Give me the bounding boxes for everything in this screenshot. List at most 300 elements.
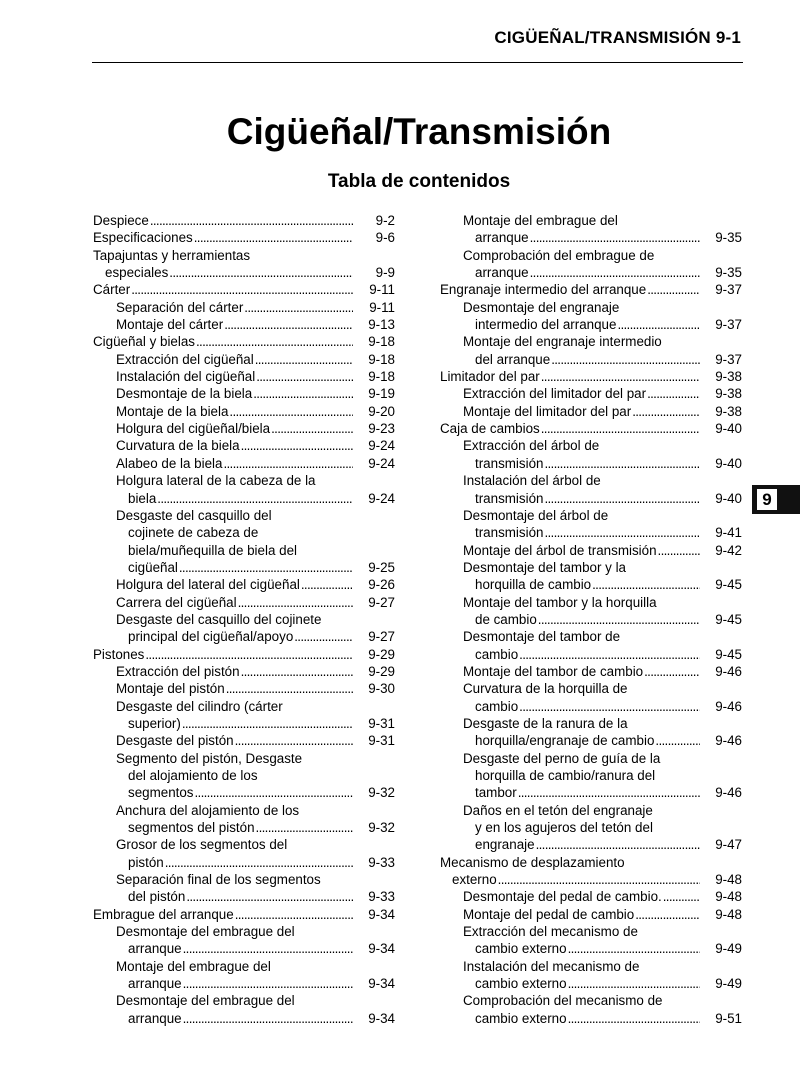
toc-entry (440, 854, 742, 889)
toc-entry-line (93, 906, 395, 923)
toc-entry-line (93, 490, 395, 507)
dot-leader (518, 784, 700, 801)
toc-entry-line (93, 732, 395, 749)
toc-entry-title: arranque (475, 265, 529, 281)
toc-page-number: 9-31 (368, 733, 395, 749)
toc-entry-line (440, 212, 742, 229)
toc-entry-title: Embrague del arranque (93, 906, 234, 922)
toc-page-number: 9-42 (715, 542, 742, 558)
dot-leader (182, 715, 353, 732)
toc-entry-title: Desmontaje del tambor y la (463, 559, 626, 575)
toc-entry (93, 750, 395, 802)
toc-entry-line (440, 663, 742, 680)
toc-entry-line (440, 854, 742, 871)
toc-page-number: 9-49 (715, 941, 742, 957)
toc-entry-line (440, 472, 742, 489)
toc-entry-line (93, 784, 395, 801)
toc-entry-line (93, 871, 395, 888)
toc-entry (93, 281, 395, 298)
dot-leader (536, 836, 700, 853)
dot-leader (538, 611, 700, 628)
toc-entry-line (440, 455, 742, 472)
toc-entry-title: pistón (128, 854, 164, 870)
toc-entry-line (93, 472, 395, 489)
toc-page-number: 9-35 (715, 265, 742, 281)
toc-page-number: 9-34 (368, 976, 395, 992)
toc-entry (440, 958, 742, 993)
toc-entry (93, 507, 395, 576)
toc-entry (93, 836, 395, 871)
toc-entry (93, 472, 395, 507)
toc-entry-title: cambio (475, 646, 519, 662)
toc-entry-title: cambio (475, 698, 519, 714)
toc-entry (93, 333, 395, 350)
toc-entry-line (440, 680, 742, 697)
dot-leader (663, 888, 700, 905)
toc-page-number: 9-48 (715, 889, 742, 905)
toc-entry-line (440, 940, 742, 957)
toc-page-number: 9-47 (715, 837, 742, 853)
toc-entry (440, 472, 742, 507)
toc-page-number: 9-37 (715, 351, 742, 367)
dot-leader (530, 264, 700, 281)
toc-entry-line (440, 888, 742, 905)
toc-entry-title: cigüeñal (128, 559, 178, 575)
dot-leader (194, 229, 353, 246)
toc-entry (93, 299, 395, 316)
dot-leader (241, 437, 353, 454)
toc-entry (93, 698, 395, 733)
dot-leader (647, 385, 700, 402)
dot-leader (568, 1010, 700, 1027)
toc-entry-title: Holgura del lateral del cigüeñal (116, 577, 300, 593)
toc-entry-title: Desgaste de la ranura de la (463, 715, 628, 731)
running-header: CIGÜEÑAL/TRANSMISIÓN 9-1 (494, 28, 741, 47)
toc-page-number: 9-18 (368, 351, 395, 367)
toc-entry-title: biela (128, 490, 157, 506)
toc-entry-title: tambor (475, 785, 517, 801)
toc-entry-line (93, 229, 395, 246)
toc-entry (93, 420, 395, 437)
toc-entry-line (440, 333, 742, 350)
toc-page-number: 9-24 (368, 490, 395, 506)
toc-entry-title: arranque (128, 1010, 182, 1026)
toc-entry-title: de cambio (475, 611, 537, 627)
toc-page-number: 9-33 (368, 854, 395, 870)
toc-entry-title: del alojamiento de los (128, 768, 258, 783)
toc-entry-line (93, 663, 395, 680)
toc-entry-title: superior) (128, 715, 181, 731)
toc-entry-line (93, 836, 395, 853)
toc-entry-line (93, 992, 395, 1009)
toc-entry-line (93, 923, 395, 940)
toc-entry-line (93, 351, 395, 368)
toc-entry-line (440, 1010, 742, 1027)
toc-entry (440, 906, 742, 923)
toc-entry-title: Mecanismo de desplazamiento (440, 854, 625, 870)
toc-entry (93, 403, 395, 420)
dot-leader (519, 646, 700, 663)
toc-entry-line (440, 958, 742, 975)
toc-entry-title: Holgura del cigüeñal/biela (116, 421, 271, 437)
toc-entry-line (440, 385, 742, 402)
toc-page-number: 9-29 (368, 646, 395, 662)
dot-leader (157, 490, 353, 507)
toc-entry-line (440, 923, 742, 940)
toc-entry-line (440, 229, 742, 246)
dot-leader (530, 229, 700, 246)
toc-entry-line (93, 437, 395, 454)
toc-entry (440, 715, 742, 750)
toc-page-number: 9-24 (368, 455, 395, 471)
toc-entry (93, 576, 395, 593)
toc-entry-title: Montaje del pedal de cambio (463, 906, 635, 922)
dot-leader (183, 940, 353, 957)
dot-leader (255, 351, 353, 368)
toc-entry-title: transmisión (475, 455, 544, 471)
toc-entry-line (440, 611, 742, 628)
toc-page-number: 9-26 (368, 577, 395, 593)
toc-entry-line (93, 299, 395, 316)
toc-page-number: 9-46 (715, 785, 742, 801)
toc-page-number: 9-38 (715, 403, 742, 419)
toc-page-number: 9-11 (369, 299, 395, 315)
toc-page-number: 9-9 (375, 265, 395, 281)
toc-entry (93, 646, 395, 663)
toc-entry-line (440, 559, 742, 576)
toc-entry-line (93, 281, 395, 298)
toc-page-number: 9-35 (715, 230, 742, 246)
toc-page-number: 9-40 (715, 490, 742, 506)
toc-page-number: 9-18 (368, 334, 395, 350)
toc-entry-line (93, 316, 395, 333)
toc-entry-line (440, 750, 742, 767)
toc-entry (440, 923, 742, 958)
toc-entry-title: Desmontaje del embrague del (116, 993, 295, 1009)
dot-leader (183, 975, 353, 992)
toc-entry (440, 992, 742, 1027)
dot-leader (226, 680, 353, 697)
dot-leader (223, 455, 353, 472)
toc-entry-title: Extracción del pistón (116, 663, 240, 679)
toc-entry-line (93, 507, 395, 524)
toc-entry (440, 802, 742, 854)
toc-entry-title: Instalación del mecanismo de (463, 958, 640, 974)
toc-entry-title: segmentos del pistón (128, 820, 255, 836)
toc-entry-title: Segmento del pistón, Desgaste (116, 750, 303, 766)
toc-entry (93, 351, 395, 368)
toc-entry-title: Instalación del árbol de (463, 473, 601, 489)
dot-leader (551, 351, 700, 368)
chapter-tab (752, 485, 800, 514)
chapter-number: 9 (757, 489, 777, 510)
toc-entry-title: Instalación del cigüeñal (116, 369, 256, 385)
dot-leader (498, 871, 700, 888)
toc-entry-line (93, 802, 395, 819)
toc-page-number: 9-40 (715, 455, 742, 471)
toc-entry-title: Despiece (93, 213, 149, 228)
toc-entry-title: transmisión (475, 525, 544, 541)
dot-leader (196, 333, 353, 350)
toc-entry-line (93, 940, 395, 957)
toc-entry-line (440, 715, 742, 732)
toc-page-number: 9-37 (715, 317, 742, 333)
toc-page-number: 9-45 (715, 611, 742, 627)
toc-page-number: 9-32 (368, 785, 395, 801)
toc-entry-line (93, 264, 395, 281)
toc-entry-title: arranque (128, 941, 182, 957)
toc-entry-line (440, 871, 742, 888)
toc-entry-title: Anchura del alojamiento de los (116, 802, 300, 818)
toc-entry-line (440, 524, 742, 541)
toc-entry-title: Daños en el tetón del engranaje (463, 802, 653, 818)
dot-leader (238, 594, 353, 611)
dot-leader (224, 316, 353, 333)
toc-page-number: 9-18 (368, 369, 395, 385)
toc-entry-title: y en los agujeros del tetón del (475, 820, 653, 836)
toc-entry-title: Alabeo de la biela (116, 455, 223, 471)
toc-entry (93, 732, 395, 749)
toc-entry-title: principal del cigüeñal/apoyo (128, 629, 294, 645)
toc-entry-title: Desmontaje de la biela (116, 386, 253, 402)
toc-entry-title: Comprobación del embrague de (463, 247, 655, 263)
dot-leader (647, 281, 700, 298)
dot-leader (229, 403, 353, 420)
toc-entry-title: Pistones (93, 646, 145, 662)
toc-entry (440, 628, 742, 663)
toc-entry-line (93, 611, 395, 628)
toc-page-number: 9-34 (368, 1010, 395, 1026)
toc-entry-title: externo (452, 872, 497, 888)
toc-entry-line (93, 819, 395, 836)
dot-leader (592, 576, 700, 593)
dot-leader (544, 490, 700, 507)
toc-page-number: 9-38 (715, 369, 742, 385)
dot-leader (635, 906, 700, 923)
toc-entry-line (440, 247, 742, 264)
toc-entry-line (93, 420, 395, 437)
toc-entry (440, 403, 742, 420)
toc-entry (93, 923, 395, 958)
toc-page-number: 9-41 (715, 525, 742, 541)
toc-entry-line (440, 490, 742, 507)
toc-entry-line (440, 628, 742, 645)
toc-entry (440, 385, 742, 402)
toc-entry-title: Desmontaje del embrague del (116, 924, 295, 940)
toc-page-number: 9-37 (715, 282, 742, 298)
dot-leader (145, 646, 353, 663)
toc-entry (440, 663, 742, 680)
toc-entry-title: Montaje del árbol de transmisión (463, 542, 657, 558)
toc-entry-line (93, 247, 395, 264)
toc-entry (440, 559, 742, 594)
toc-entry-title: Separación final de los segmentos (116, 872, 321, 888)
toc-entry-title: Desmontaje del engranaje (463, 299, 620, 315)
toc-entry-title: Desmontaje del pedal de cambio. (463, 889, 662, 905)
toc-entry (440, 750, 742, 802)
toc-entry-line (93, 455, 395, 472)
toc-entry-title: Caja de cambios (440, 421, 540, 437)
dot-leader (235, 906, 353, 923)
dot-leader (150, 212, 353, 229)
toc-page-number: 9-48 (715, 872, 742, 888)
toc-entry-title: Holgura lateral de la cabeza de la (116, 473, 316, 489)
dot-leader (541, 368, 700, 385)
toc-entry-line (440, 906, 742, 923)
dot-leader (165, 854, 353, 871)
toc-entry (93, 316, 395, 333)
toc-entry-title: Montaje del cárter (116, 317, 224, 333)
dot-leader (253, 385, 353, 402)
dot-leader (244, 299, 353, 316)
toc-page-number: 9-46 (715, 733, 742, 749)
dot-leader (617, 316, 700, 333)
toc-page-number: 9-24 (368, 438, 395, 454)
toc-entry-line (93, 212, 395, 229)
toc-entry-title: Grosor de los segmentos del (116, 837, 288, 853)
toc-entry-line (93, 576, 395, 593)
toc-entry-line (440, 992, 742, 1009)
toc-entry-title: horquilla de cambio (475, 577, 592, 593)
toc-entry (440, 299, 742, 334)
dot-leader (195, 784, 353, 801)
dot-leader (568, 940, 700, 957)
toc-entry-title: Tapajuntas y herramientas (93, 247, 251, 263)
toc-entry (93, 212, 395, 229)
toc-entry-line (93, 680, 395, 697)
toc-entry-line (93, 594, 395, 611)
toc-entry-line (440, 836, 742, 853)
toc-entry (93, 437, 395, 454)
toc-entry-line (440, 420, 742, 437)
toc-entry-line (93, 646, 395, 663)
dot-leader (241, 663, 353, 680)
toc-entry-line (440, 975, 742, 992)
dot-leader (256, 819, 353, 836)
dot-leader (179, 559, 353, 576)
toc-entry-title: Montaje del limitador del par (463, 403, 632, 419)
toc-entry (93, 229, 395, 246)
toc-page-number: 9-38 (715, 386, 742, 402)
toc-entry-title: arranque (128, 976, 182, 992)
toc-page-number: 9-27 (368, 629, 395, 645)
toc-page-number: 9-2 (375, 213, 395, 228)
dot-leader (644, 663, 700, 680)
toc-entry-title: cambio externo (475, 1010, 567, 1026)
toc-page-number: 9-34 (368, 906, 395, 922)
toc-page-number: 9-46 (715, 663, 742, 679)
toc-entry-line (440, 698, 742, 715)
toc-page-number: 9-31 (368, 715, 395, 731)
dot-leader (294, 628, 353, 645)
toc-entry-line (93, 975, 395, 992)
toc-page-number: 9-32 (368, 820, 395, 836)
toc-entry (93, 992, 395, 1027)
toc-entry (440, 420, 742, 437)
toc-entry-title: Desgaste del pistón (116, 733, 234, 749)
toc-entry-title: del arranque (475, 351, 551, 367)
toc-entry-line (93, 559, 395, 576)
toc-entry-title: Desgaste del casquillo del cojinete (116, 611, 322, 627)
toc-page-number: 9-13 (368, 317, 395, 333)
toc-entry-title: transmisión (475, 490, 544, 506)
toc-entry-title: Especificaciones (93, 230, 193, 246)
toc-column-left (93, 212, 395, 1027)
toc-entry-title: Carrera del cigüeñal (116, 594, 237, 610)
toc-entry (93, 368, 395, 385)
toc-entry-line (440, 368, 742, 385)
toc-entry-title: cambio externo (475, 976, 567, 992)
toc-entry-line (440, 299, 742, 316)
page-header (92, 22, 743, 63)
toc-entry-line (440, 264, 742, 281)
toc-page-number: 9-30 (368, 681, 395, 697)
dot-leader (131, 281, 353, 298)
toc-entry-title: Montaje del tambor y la horquilla (463, 594, 657, 610)
toc-entry-title: biela/muñequilla de biela del (128, 542, 297, 558)
toc-entry (93, 611, 395, 646)
toc-entry-line (93, 958, 395, 975)
toc-entry (440, 507, 742, 542)
toc-entry (93, 663, 395, 680)
toc-entry-line (93, 888, 395, 905)
toc-entry-title: Extracción del árbol de (463, 438, 600, 454)
toc-entry-title: Cigüeñal y bielas (93, 334, 195, 350)
toc-entry-line (93, 698, 395, 715)
toc-entry-line (93, 628, 395, 645)
toc-page-number: 9-6 (375, 230, 395, 246)
toc-entry-line (93, 385, 395, 402)
toc-entry-title: engranaje (475, 837, 535, 853)
page-title: Cigüeñal/Transmisión (226, 111, 612, 152)
toc-entry (440, 437, 742, 472)
toc-entry-line (440, 542, 742, 559)
toc-entry-line (440, 784, 742, 801)
toc-entry-title: Desmontaje del tambor de (463, 629, 621, 645)
toc-entry-title: Curvatura de la biela (116, 438, 240, 454)
toc-entry-title: Desgaste del perno de guía de la (463, 750, 661, 766)
toc-entry-line (440, 767, 742, 784)
toc-entry-title: Extracción del cigüeñal (116, 351, 254, 367)
toc-entry-line (93, 767, 395, 784)
toc-entry-line (93, 524, 395, 541)
toc-entry-title: Montaje del embrague del (116, 958, 271, 974)
toc-entry-line (440, 594, 742, 611)
dot-leader (632, 403, 700, 420)
toc-entry-title: arranque (475, 230, 529, 246)
toc-heading: Tabla de contenidos (327, 171, 511, 192)
toc-entry-line (440, 281, 742, 298)
toc-entry-title: horquilla/engranaje de cambio (475, 733, 655, 749)
toc-entry-title: Extracción del mecanismo de (463, 924, 638, 940)
toc-page-number: 9-34 (368, 941, 395, 957)
toc-entry-line (440, 802, 742, 819)
toc-entry-title: cojinete de cabeza de (128, 525, 259, 541)
dot-leader (544, 455, 700, 472)
toc-entry (93, 247, 395, 282)
dot-leader (271, 420, 353, 437)
toc-entry-title: del pistón (128, 889, 186, 905)
toc-entry-line (93, 1010, 395, 1027)
toc-entry (93, 906, 395, 923)
toc-entry (93, 802, 395, 837)
dot-leader (256, 368, 353, 385)
toc-entry (440, 680, 742, 715)
dot-leader (655, 732, 700, 749)
toc-entry (440, 542, 742, 559)
toc-entry-line (440, 437, 742, 454)
toc-entry-title: Separación del cárter (116, 299, 244, 315)
